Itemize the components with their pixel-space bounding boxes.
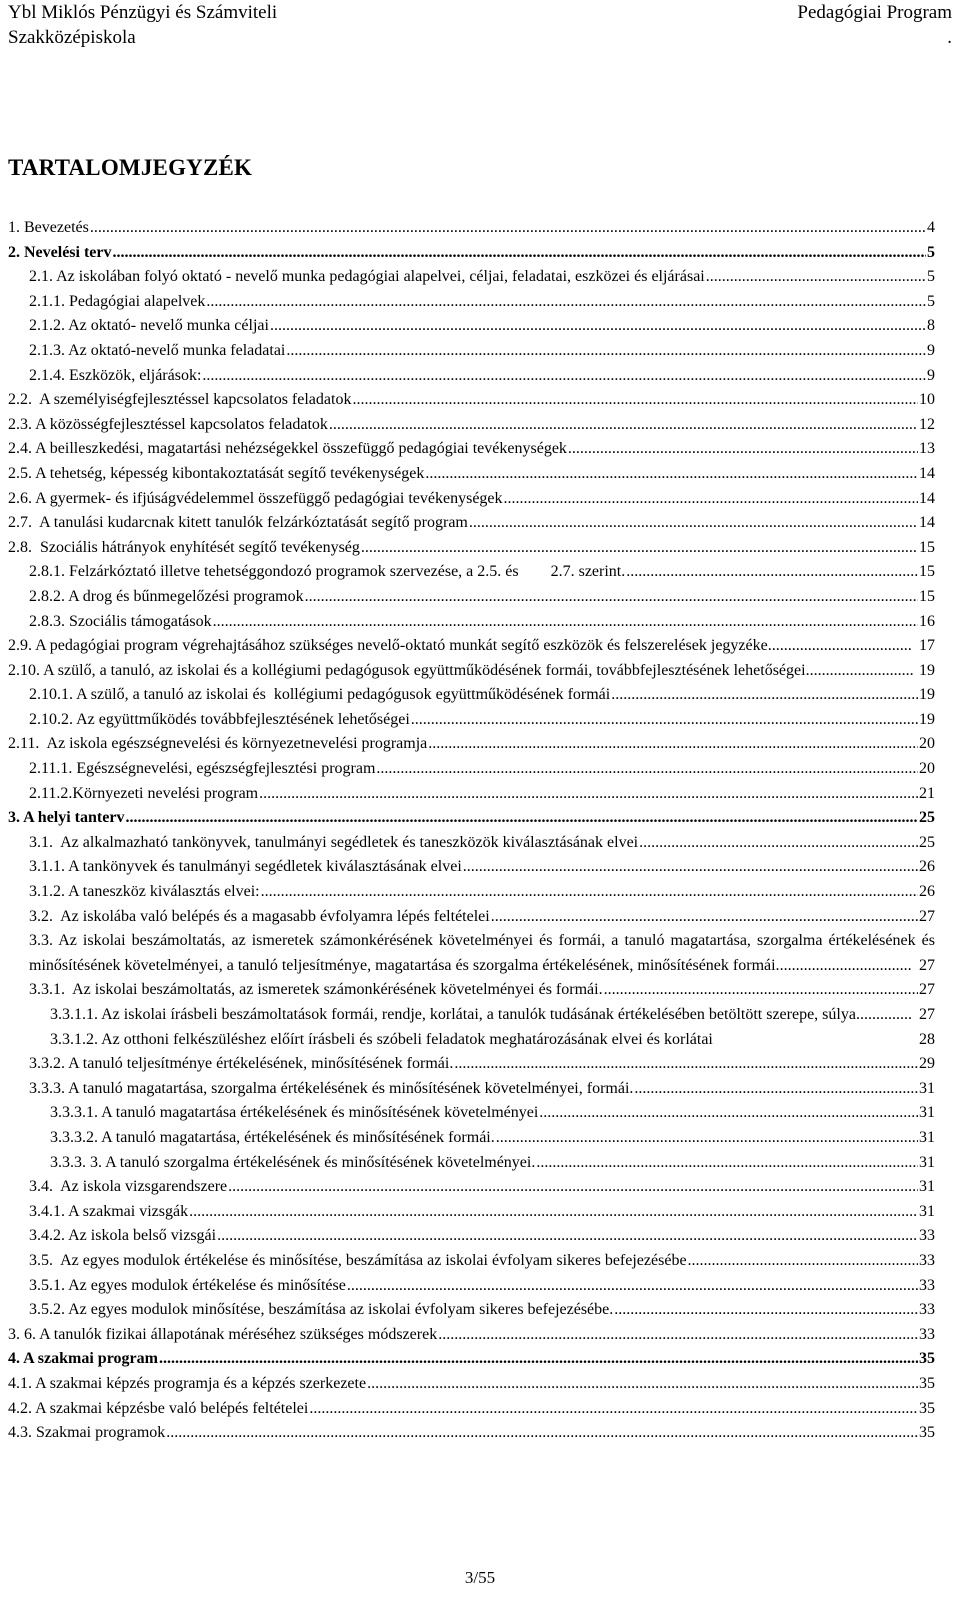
toc-entry[interactable] xyxy=(8,1151,935,1176)
header-right xyxy=(797,0,952,50)
toc-dot-leader xyxy=(706,265,926,290)
toc-entry-page: 4 xyxy=(927,219,935,236)
toc-entry-label: 3.5.2. Az egyes modulok minősítése, beszámítása az iskolai évfolyam sikeres befejezésébe. xyxy=(29,1301,614,1319)
toc-dot-leader xyxy=(159,1347,918,1372)
toc-entry[interactable] xyxy=(8,978,935,1003)
toc-entry[interactable] xyxy=(8,1077,935,1102)
toc-entry-page: 35 xyxy=(919,1350,935,1368)
toc-entry-label: 2.11.2.Környezeti nevelési program xyxy=(29,784,259,802)
toc-entry-label: 3.3.3.1. A tanuló magatartása értékelésének és minősítésének követelményei xyxy=(50,1104,539,1122)
toc-dot-leader xyxy=(206,290,926,315)
toc-entry[interactable] xyxy=(8,683,935,708)
toc-dot-leader xyxy=(309,1397,918,1422)
toc-dot-leader xyxy=(166,1421,918,1446)
toc-entry-page: 29 xyxy=(919,1055,935,1073)
toc-entry[interactable] xyxy=(8,241,935,266)
toc-entry-label: 3.3.3.2. A tanuló magatartása, értékelésének és minősítésének formái. xyxy=(50,1128,495,1146)
toc-entry-page: 5 xyxy=(927,243,935,261)
toc-entry-label: 3.1.1. A tankönyvek és tanulmányi segédletek kiválasztásának elvei xyxy=(29,858,462,876)
toc-dot-leader xyxy=(496,1126,918,1151)
toc-entry[interactable] xyxy=(8,314,935,339)
toc-dot-leader xyxy=(361,536,918,561)
toc-entry-page: 26 xyxy=(919,883,935,901)
toc-entry[interactable] xyxy=(8,1224,935,1249)
toc-entry-page: 27 xyxy=(919,907,935,925)
table-of-contents xyxy=(8,216,935,1446)
toc-dot-leader xyxy=(305,585,918,610)
toc-entry[interactable] xyxy=(8,1347,935,1372)
toc-dot-leader xyxy=(688,1249,918,1274)
toc-dot-leader xyxy=(568,437,918,462)
toc-entry-page: 31 xyxy=(919,1202,935,1220)
toc-entry-label: 3.3.3. 3. A tanuló szorgalma értékelésének és minősítésének követelményei. xyxy=(50,1153,536,1171)
toc-entry-page: 31 xyxy=(919,1153,935,1171)
toc-entry-label: 2.8.3. Szociális támogatások xyxy=(29,612,212,630)
toc-entry-page: 15 xyxy=(919,538,935,556)
toc-entry[interactable] xyxy=(8,216,935,241)
toc-entry-label: 2.1.4. Eszközök, eljárások: xyxy=(29,366,202,384)
toc-entry-page: 14 xyxy=(919,489,935,507)
toc-entry[interactable] xyxy=(8,1421,935,1446)
toc-entry[interactable] xyxy=(8,437,935,462)
toc-entry-page: 15 xyxy=(919,587,935,605)
toc-dot-leader xyxy=(491,905,918,930)
toc-dot-leader xyxy=(213,610,918,635)
toc-entry-page: 15 xyxy=(919,563,935,581)
school-name-line2: Szakközépiskola xyxy=(8,27,136,48)
toc-entry-label: 3.3.3. A tanuló magatartása, szorgalma értékelésének és minősítésének követelményei, formái. xyxy=(29,1079,634,1097)
toc-entry-label: 3.3.1. Az iskolai beszámoltatás, az ismeretek számonkérésének követelményei és formái. xyxy=(29,981,603,999)
toc-entry-label: 3.5. Az egyes modulok értékelése és minősítése, beszámítása az iskolai évfolyam sikeres befejezésébe xyxy=(29,1251,687,1269)
toc-dot-leader xyxy=(228,1175,918,1200)
toc-entry[interactable] xyxy=(8,929,935,978)
toc-entry[interactable] xyxy=(8,708,935,733)
toc-dot-leader xyxy=(539,1101,918,1126)
toc-dot-leader xyxy=(329,413,918,438)
toc-dot-leader xyxy=(438,1323,918,1348)
toc-entry[interactable] xyxy=(8,388,935,413)
toc-entry[interactable] xyxy=(8,880,935,905)
toc-entry-page: 35 xyxy=(919,1399,935,1417)
toc-entry-page: 33 xyxy=(919,1276,935,1294)
toc-entry-page: 33 xyxy=(919,1251,935,1269)
toc-entry-page: 5 xyxy=(927,292,935,310)
toc-entry-label: 2.5. A tehetség, képesség kibontakoztatását segítő tevékenységek xyxy=(8,464,425,482)
toc-entry-page: 19 xyxy=(919,661,935,679)
toc-entry-page: 5 xyxy=(927,268,935,286)
toc-entry-label: 4. A szakmai program xyxy=(8,1350,158,1368)
toc-entry-label: 2.10. A szülő, a tanuló, az iskolai és a kollégiumi pedagógusok együttműködésének formái, továbbfejlesztésének lehetőségei xyxy=(8,661,806,679)
toc-entry-label: 2.1.3. Az oktató-nevelő munka feladatai xyxy=(29,341,286,359)
toc-entry-label: 2.3. A közösségfejlesztéssel kapcsolatos feladatok xyxy=(8,415,328,433)
toc-dot-leader xyxy=(376,757,918,782)
toc-entry-page: 31 xyxy=(919,1104,935,1122)
toc-entry-label: 2.7. A tanulási kudarcnak kitett tanulók felzárkóztatását segítő program xyxy=(8,514,468,532)
toc-entry[interactable] xyxy=(8,806,935,831)
toc-entry-page: 14 xyxy=(919,464,935,482)
header-dot: . xyxy=(947,27,952,48)
toc-entry-page: 25 xyxy=(919,809,935,827)
toc-entry[interactable] xyxy=(8,560,935,585)
toc-dot-leader: .............. xyxy=(855,1006,912,1023)
toc-entry[interactable] xyxy=(8,634,935,659)
toc-dot-leader xyxy=(352,388,918,413)
toc-entry[interactable] xyxy=(8,585,935,610)
toc-dot-leader xyxy=(189,1200,918,1225)
toc-entry-label: 2.2. A személyiségfejlesztéssel kapcsolatos feladatok xyxy=(8,391,352,409)
toc-entry-page: 19 xyxy=(919,686,935,704)
toc-entry-label: 2.11. Az iskola egészségnevelési és környezetnevelési programja xyxy=(8,735,428,753)
toc-entry[interactable] xyxy=(8,1249,935,1274)
toc-dot-leader: ........................... xyxy=(805,661,914,679)
toc-entry-label: 3.5.1. Az egyes modulok értékelése és minősítése xyxy=(29,1276,346,1294)
toc-entry[interactable] xyxy=(8,536,935,561)
toc-entry-page: 27 xyxy=(919,1006,935,1023)
toc-entry-page: 13 xyxy=(919,440,935,458)
toc-entry-page: 35 xyxy=(919,1374,935,1392)
toc-entry[interactable] xyxy=(8,782,935,807)
toc-entry-page: 27 xyxy=(919,956,935,974)
toc-entry-page: 21 xyxy=(919,784,935,802)
toc-entry-page: 25 xyxy=(919,833,935,851)
toc-entry-label: 4.2. A szakmai képzésbe való belépés feltételei xyxy=(8,1399,309,1417)
toc-dot-leader: ................................. xyxy=(779,956,912,974)
toc-dot-leader: ................................... xyxy=(771,637,912,655)
toc-entry-label: 3.4. Az iskola vizsgarendszere xyxy=(29,1178,228,1196)
toc-dot-leader xyxy=(125,806,918,831)
toc-entry-label: 3.4.2. Az iskola belső vizsgái xyxy=(29,1227,217,1245)
toc-entry[interactable] xyxy=(8,1052,935,1077)
toc-entry[interactable] xyxy=(8,511,935,536)
toc-dot-leader xyxy=(463,855,918,880)
toc-entry-label: 3.4.1. A szakmai vizsgák xyxy=(29,1202,189,1220)
toc-entry-label: 3.3.1.2. Az otthoni felkészüléshez előírt írásbeli és szóbeli feladatok meghatározásának elvei és korlátai xyxy=(50,1030,713,1048)
toc-entry-label: 3.1. Az alkalmazható tankönyvek, tanulmányi segédletek és taneszközök kiválasztásának elvei xyxy=(29,833,639,851)
toc-entry-page: 8 xyxy=(927,317,935,335)
toc-entry-page: 27 xyxy=(919,981,935,999)
toc-entry-label: 2.1.2. Az oktató- nevelő munka céljai xyxy=(29,317,269,335)
toc-entry[interactable] xyxy=(8,757,935,782)
toc-entry[interactable] xyxy=(8,1323,935,1348)
toc-entry-page: 16 xyxy=(919,612,935,630)
toc-entry[interactable] xyxy=(8,855,935,880)
toc-dot-leader xyxy=(634,1077,918,1102)
toc-dot-leader xyxy=(217,1224,918,1249)
toc-entry[interactable] xyxy=(8,610,935,635)
toc-entry[interactable] xyxy=(8,290,935,315)
toc-entry-label: 4.1. A szakmai képzés programja és a képzés szerkezete xyxy=(8,1374,367,1392)
toc-entry-label: 1. Bevezetés xyxy=(8,219,89,236)
toc-entry-label: 2. Nevelési terv xyxy=(8,243,112,261)
toc-entry-page: 31 xyxy=(919,1079,935,1097)
toc-entry-label: 3.3.1.1. Az iskolai írásbeli beszámoltatások formái, rendje, korlátai, a tanulók tudásának értékelésében betöltött szerepe, súlya xyxy=(50,1006,856,1023)
toc-entry-page: 33 xyxy=(919,1227,935,1245)
toc-entry-label: 3. A helyi tanterv xyxy=(8,809,125,827)
toc-entry-label: 2.10.1. A szülő, a tanuló az iskolai és kollégiumi pedagógusok együttműködésének formái xyxy=(29,686,611,704)
toc-entry[interactable] xyxy=(8,905,935,930)
toc-entry[interactable] xyxy=(8,1397,935,1422)
toc-entry-label: 2.9. A pedagógiai program végrehajtásához szükséges nevelő-oktató munkát segítő eszközök és felszerelések jegyzéke. xyxy=(8,637,772,655)
toc-dot-leader xyxy=(270,314,926,339)
toc-dot-leader xyxy=(90,216,926,241)
toc-dot-leader xyxy=(611,683,918,708)
toc-entry-page: 28 xyxy=(919,1030,935,1048)
toc-dot-leader xyxy=(626,560,918,585)
toc-entry-label: 2.1.1. Pedagógiai alapelvek xyxy=(29,292,206,310)
toc-entry-page: 35 xyxy=(919,1424,935,1442)
toc-entry[interactable] xyxy=(8,339,935,364)
toc-entry[interactable] xyxy=(8,1298,935,1323)
toc-entry-page: 17 xyxy=(919,637,935,655)
toc-entry[interactable] xyxy=(8,462,935,487)
toc-dot-leader xyxy=(504,487,918,512)
toc-dot-leader xyxy=(639,831,918,856)
toc-entry-label: 3.3.2. A tanuló teljesítménye értékelésének, minősítésének formái. xyxy=(29,1055,454,1073)
toc-entry-page: 33 xyxy=(919,1301,935,1319)
toc-entry-label: 3. 6. A tanulók fizikai állapotának méréséhez szükséges módszerek xyxy=(8,1325,438,1343)
toc-dot-leader xyxy=(202,364,926,389)
toc-dot-leader xyxy=(411,708,918,733)
school-name-line1: Ybl Miklós Pénzügyi és Számviteli xyxy=(8,2,278,23)
toc-entry-page: 19 xyxy=(919,710,935,728)
toc-dot-leader xyxy=(469,511,918,536)
toc-entry-page: 33 xyxy=(919,1325,935,1343)
toc-entry-page: 31 xyxy=(919,1128,935,1146)
toc-entry-page: 20 xyxy=(919,735,935,753)
document-name: Pedagógiai Program xyxy=(797,2,952,23)
toc-entry-page: 26 xyxy=(919,858,935,876)
toc-dot-leader xyxy=(428,732,918,757)
toc-entry[interactable] xyxy=(8,413,935,438)
toc-entry[interactable] xyxy=(8,1126,935,1151)
toc-dot-leader xyxy=(286,339,926,364)
toc-entry[interactable] xyxy=(8,1003,935,1028)
toc-dot-leader xyxy=(425,462,918,487)
toc-entry-label: 3.2. Az iskolába való belépés és a magasabb évfolyamra lépés feltételei xyxy=(29,907,490,925)
toc-entry-page: 14 xyxy=(919,514,935,532)
toc-entry[interactable] xyxy=(8,732,935,757)
header-left xyxy=(8,0,277,50)
toc-entry-label: 3.1.2. A taneszköz kiválasztás elvei: xyxy=(29,883,260,901)
toc-entry-page: 20 xyxy=(919,760,935,778)
toc-entry-page: 9 xyxy=(927,341,935,359)
toc-dot-leader xyxy=(536,1151,918,1176)
toc-entry-page: 12 xyxy=(919,415,935,433)
toc-entry-label: 4.3. Szakmai programok xyxy=(8,1424,166,1442)
toc-entry-page: 9 xyxy=(927,366,935,384)
toc-entry-label: 2.10.2. Az együttműködés továbbfejlesztésének lehetőségei xyxy=(29,710,410,728)
toc-entry-label: 2.8. Szociális hátrányok enyhítését segítő tevékenység xyxy=(8,538,360,556)
toc-dot-leader xyxy=(347,1274,918,1299)
toc-entry-label: 2.4. A beilleszkedési, magatartási nehézségekkel összefüggő pedagógiai tevékenységek xyxy=(8,440,567,458)
toc-entry[interactable] xyxy=(8,1175,935,1200)
toc-dot-leader xyxy=(113,241,926,266)
toc-entry-label: 2.6. A gyermek- és ifjúságvédelemmel összefüggő pedagógiai tevékenységek xyxy=(8,489,503,507)
toc-dot-leader xyxy=(614,1298,918,1323)
toc-entry[interactable] xyxy=(8,364,935,389)
toc-entry-label: 2.8.1. Felzárkóztató illetve tehetséggondozó programok szervezése, a 2.5. és 2.7. szerint. xyxy=(29,563,626,581)
toc-entry-label: 2.1. Az iskolában folyó oktató - nevelő munka pedagógiai alapelvei, céljai, feladatai, eszközei és eljárásai xyxy=(29,268,705,286)
toc-entry-label: 2.8.2. A drog és bűnmegelőzési programok xyxy=(29,587,304,605)
toc-dot-leader xyxy=(454,1052,918,1077)
toc-entry[interactable] xyxy=(8,1200,935,1225)
toc-entry[interactable] xyxy=(8,487,935,512)
toc-entry[interactable] xyxy=(8,831,935,856)
toc-entry-page: 31 xyxy=(919,1178,935,1196)
toc-entry[interactable] xyxy=(8,1028,935,1053)
toc-dot-leader xyxy=(259,782,918,807)
toc-title: TARTALOMJEGYZÉK xyxy=(8,155,253,180)
toc-dot-leader xyxy=(604,978,918,1003)
toc-dot-leader xyxy=(261,880,918,905)
toc-entry[interactable] xyxy=(8,659,935,684)
toc-entry[interactable] xyxy=(8,265,935,290)
toc-entry-page: 10 xyxy=(919,391,935,409)
toc-entry-label: 3.3. Az iskolai beszámoltatás, az ismeretek számonkérésének követelményei és formái, a tanuló magatartása, szorgalma értékelésének és minősítésének követelményei, a tanuló teljesítménye, magatartása és szorgalma értékelésének, minősítésének formái. xyxy=(29,932,935,974)
page-number: 3/55 xyxy=(464,1568,496,1587)
toc-entry[interactable] xyxy=(8,1101,935,1126)
toc-entry[interactable] xyxy=(8,1274,935,1299)
toc-entry[interactable] xyxy=(8,1372,935,1397)
toc-entry-label: 2.11.1. Egészségnevelési, egészségfejlesztési program xyxy=(29,760,376,778)
toc-dot-leader xyxy=(367,1372,918,1397)
